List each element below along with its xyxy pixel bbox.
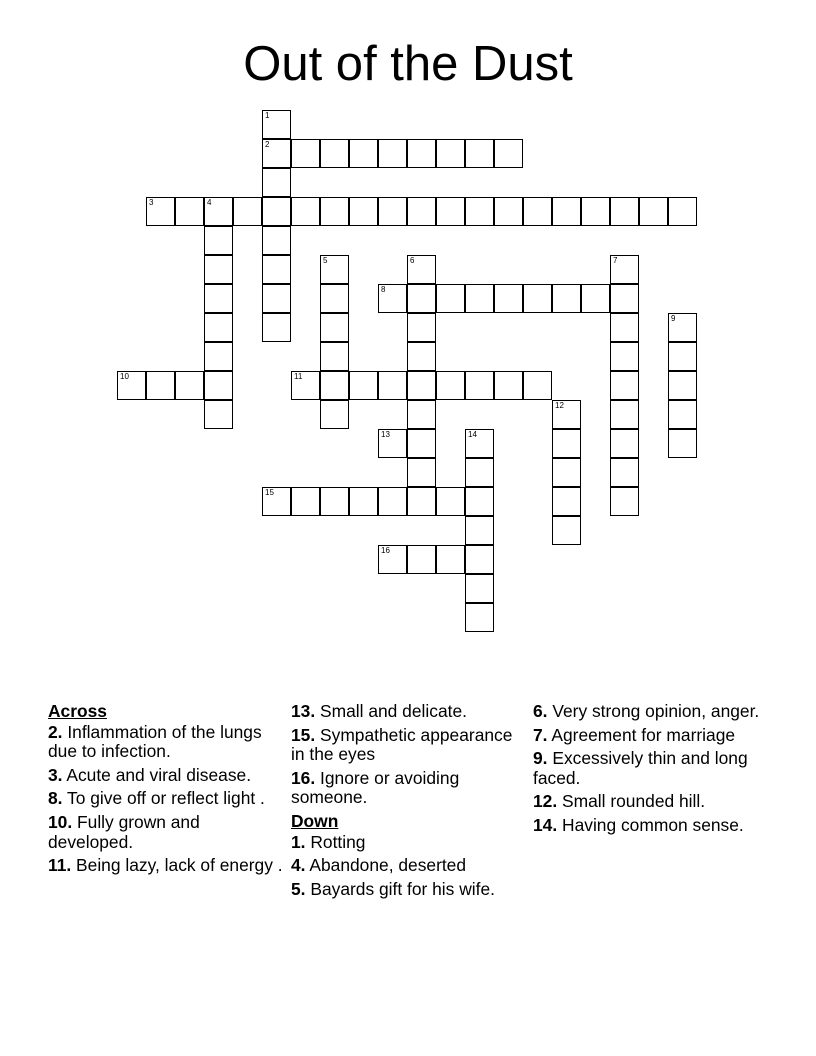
grid-cell[interactable]: [204, 284, 233, 313]
grid-cell[interactable]: [436, 487, 465, 516]
grid-cell[interactable]: [320, 313, 349, 342]
grid-cell[interactable]: [175, 371, 204, 400]
grid-cell[interactable]: [378, 197, 407, 226]
grid-cell[interactable]: [407, 458, 436, 487]
grid-cell[interactable]: [291, 139, 320, 168]
clue-number: 3.: [48, 764, 63, 785]
clue-number: 7.: [533, 724, 548, 745]
grid-cell[interactable]: [378, 139, 407, 168]
clue-number: 5.: [291, 878, 306, 899]
grid-cell[interactable]: [610, 429, 639, 458]
clue-item: [291, 856, 526, 876]
grid-cell[interactable]: [378, 429, 407, 458]
grid-cell[interactable]: [668, 429, 697, 458]
grid-cell[interactable]: [610, 197, 639, 226]
grid-cell[interactable]: [465, 516, 494, 545]
grid-cell[interactable]: [668, 313, 697, 342]
grid-cell[interactable]: [668, 342, 697, 371]
grid-cell[interactable]: [610, 313, 639, 342]
clue-number: 8.: [48, 788, 63, 809]
grid-cell[interactable]: [436, 284, 465, 313]
grid-cell[interactable]: [465, 284, 494, 313]
clue-item: [48, 766, 283, 786]
grid-cell[interactable]: [204, 313, 233, 342]
clue-text: Ignore or avoiding someone.: [291, 767, 460, 808]
grid-cell[interactable]: [552, 516, 581, 545]
clue-number-label: 15: [265, 488, 274, 497]
grid-cell[interactable]: [262, 197, 291, 226]
clue-number: 14.: [533, 814, 558, 835]
grid-cell[interactable]: [378, 284, 407, 313]
grid-cell[interactable]: [378, 487, 407, 516]
clue-number-label: 8: [381, 285, 386, 294]
grid-cell[interactable]: [407, 545, 436, 574]
clue-number-label: 6: [410, 256, 415, 265]
grid-cell[interactable]: [465, 429, 494, 458]
clue-text: Abandone, deserted: [305, 855, 467, 876]
clue-text: Small rounded hill.: [557, 791, 706, 812]
clue-number: 4.: [291, 855, 306, 876]
grid-cell[interactable]: [320, 255, 349, 284]
clue-item: [48, 789, 283, 809]
grid-cell[interactable]: [523, 197, 552, 226]
clue-text: Small and delicate.: [315, 701, 467, 721]
grid-cell[interactable]: [552, 429, 581, 458]
clue-number: 9.: [533, 748, 548, 769]
clue-number-label: 14: [468, 430, 477, 439]
grid-cell[interactable]: [262, 139, 291, 168]
grid-cell[interactable]: [552, 284, 581, 313]
page-title: Out of the Dust: [243, 37, 573, 91]
grid-cell[interactable]: [262, 284, 291, 313]
grid-cell[interactable]: [523, 371, 552, 400]
grid-cell[interactable]: [436, 371, 465, 400]
grid-cell[interactable]: [465, 197, 494, 226]
clue-item: [533, 792, 768, 812]
grid-cell[interactable]: [494, 197, 523, 226]
grid-cell[interactable]: [204, 371, 233, 400]
clue-number-label: 3: [149, 198, 154, 207]
clue-number: 15.: [291, 724, 316, 745]
grid-cell[interactable]: [320, 400, 349, 429]
grid-cell[interactable]: [494, 284, 523, 313]
grid-cell[interactable]: [581, 284, 610, 313]
section-heading: Down: [291, 810, 339, 831]
grid-cell[interactable]: [407, 487, 436, 516]
clue-column: [48, 702, 283, 880]
clue-item: [533, 726, 768, 746]
grid-cell[interactable]: [465, 458, 494, 487]
clue-text: Inflammation of the lungs due to infection.: [48, 721, 262, 762]
clue-number-label: 4: [207, 198, 212, 207]
grid-cell[interactable]: [436, 139, 465, 168]
clue-number-label: 7: [613, 256, 618, 265]
clue-item: [291, 726, 526, 765]
grid-cell[interactable]: [610, 458, 639, 487]
clue-number-label: 12: [555, 401, 564, 410]
grid-cell[interactable]: [262, 226, 291, 255]
grid-cell[interactable]: [465, 371, 494, 400]
grid-cell[interactable]: [320, 284, 349, 313]
clue-item: [48, 723, 283, 762]
grid-cell[interactable]: [523, 284, 552, 313]
grid-cell[interactable]: [146, 197, 175, 226]
clue-text: Having common sense.: [557, 814, 744, 835]
grid-cell[interactable]: [407, 313, 436, 342]
grid-cell[interactable]: [610, 400, 639, 429]
clue-column: [533, 702, 768, 840]
grid-cell[interactable]: [465, 603, 494, 632]
clue-number: 10.: [48, 811, 73, 832]
clue-item: [48, 813, 283, 852]
clue-number: 2.: [48, 721, 63, 742]
grid-cell[interactable]: [175, 197, 204, 226]
clue-column: [291, 702, 526, 903]
grid-cell[interactable]: [262, 313, 291, 342]
clue-number: 11.: [48, 855, 72, 876]
grid-cell[interactable]: [262, 487, 291, 516]
clue-text: Sympathetic appearance in the eyes: [291, 724, 513, 765]
grid-cell[interactable]: [552, 487, 581, 516]
grid-cell[interactable]: [146, 371, 175, 400]
clue-text: Fully grown and developed.: [48, 811, 200, 852]
grid-cell[interactable]: [407, 342, 436, 371]
grid-cell[interactable]: [610, 371, 639, 400]
grid-cell[interactable]: [552, 400, 581, 429]
clue-number: 12.: [533, 791, 558, 812]
grid-cell[interactable]: [349, 371, 378, 400]
grid-cell[interactable]: [349, 197, 378, 226]
clue-text: Excessively thin and long faced.: [533, 748, 748, 788]
clue-text: To give off or reflect light .: [62, 788, 265, 809]
grid-cell[interactable]: [320, 139, 349, 168]
grid-cell[interactable]: [610, 284, 639, 313]
clue-item: [291, 833, 526, 853]
grid-cell[interactable]: [581, 197, 610, 226]
grid-cell[interactable]: [349, 487, 378, 516]
grid-cell[interactable]: [407, 139, 436, 168]
grid-cell[interactable]: [407, 284, 436, 313]
grid-cell[interactable]: [494, 139, 523, 168]
clue-number-label: 10: [120, 372, 129, 381]
grid-cell[interactable]: [668, 371, 697, 400]
clue-text: Bayards gift for his wife.: [305, 878, 495, 899]
clue-item: [533, 749, 768, 788]
clue-item: [291, 769, 526, 808]
section-heading: Across: [48, 701, 107, 721]
grid-cell[interactable]: [291, 197, 320, 226]
clue-number: 1.: [291, 831, 306, 852]
clue-item: [291, 702, 526, 722]
clue-number-label: 16: [381, 546, 390, 555]
grid-cell[interactable]: [291, 487, 320, 516]
clue-number: 13.: [291, 701, 316, 721]
clue-number: 6.: [533, 701, 548, 721]
grid-cell[interactable]: [465, 487, 494, 516]
grid-cell[interactable]: [204, 255, 233, 284]
grid-cell[interactable]: [320, 371, 349, 400]
grid-cell[interactable]: [407, 371, 436, 400]
grid-cell[interactable]: [407, 197, 436, 226]
grid-cell[interactable]: [204, 400, 233, 429]
grid-cell[interactable]: [436, 545, 465, 574]
clue-number-label: 2: [265, 140, 270, 149]
clue-number-label: 1: [265, 111, 270, 120]
grid-cell[interactable]: [552, 197, 581, 226]
grid-cell[interactable]: [407, 255, 436, 284]
clue-text: Being lazy, lack of energy .: [71, 855, 283, 876]
clue-number-label: 9: [671, 314, 676, 323]
grid-cell[interactable]: [262, 168, 291, 197]
grid-cell[interactable]: [320, 342, 349, 371]
grid-cell[interactable]: [552, 458, 581, 487]
clue-item: [48, 856, 283, 876]
grid-cell[interactable]: [204, 226, 233, 255]
grid-cell[interactable]: [610, 487, 639, 516]
clue-item: [533, 816, 768, 836]
grid-cell[interactable]: [610, 342, 639, 371]
grid-cell[interactable]: [407, 400, 436, 429]
clue-number-label: 11: [294, 372, 303, 381]
grid-cell[interactable]: [436, 197, 465, 226]
grid-cell[interactable]: [465, 139, 494, 168]
clue-text: Rotting: [305, 831, 366, 852]
grid-cell[interactable]: [117, 371, 146, 400]
clue-item: [533, 702, 768, 722]
grid-cell[interactable]: [204, 342, 233, 371]
clue-number: 16.: [291, 767, 316, 788]
grid-cell[interactable]: [204, 197, 233, 226]
grid-cell[interactable]: [320, 197, 349, 226]
clue-text: Acute and viral disease.: [62, 764, 252, 785]
grid-cell[interactable]: [378, 371, 407, 400]
grid-cell[interactable]: [378, 545, 407, 574]
grid-cell[interactable]: [262, 110, 291, 139]
grid-cell[interactable]: [494, 371, 523, 400]
grid-cell[interactable]: [639, 197, 668, 226]
grid-cell[interactable]: [349, 139, 378, 168]
grid-cell[interactable]: [668, 197, 697, 226]
clue-item: [291, 880, 526, 900]
grid-cell[interactable]: [465, 545, 494, 574]
clue-text: Agreement for marriage: [547, 724, 736, 745]
grid-cell[interactable]: [610, 255, 639, 284]
grid-cell[interactable]: [233, 197, 262, 226]
grid-cell[interactable]: [291, 371, 320, 400]
grid-cell[interactable]: [262, 255, 291, 284]
clue-text: Very strong opinion, anger.: [547, 701, 760, 721]
grid-cell[interactable]: [465, 574, 494, 603]
grid-cell[interactable]: [668, 400, 697, 429]
grid-cell[interactable]: [320, 487, 349, 516]
clue-number-label: 5: [323, 256, 328, 265]
grid-cell[interactable]: [407, 429, 436, 458]
clue-number-label: 13: [381, 430, 390, 439]
